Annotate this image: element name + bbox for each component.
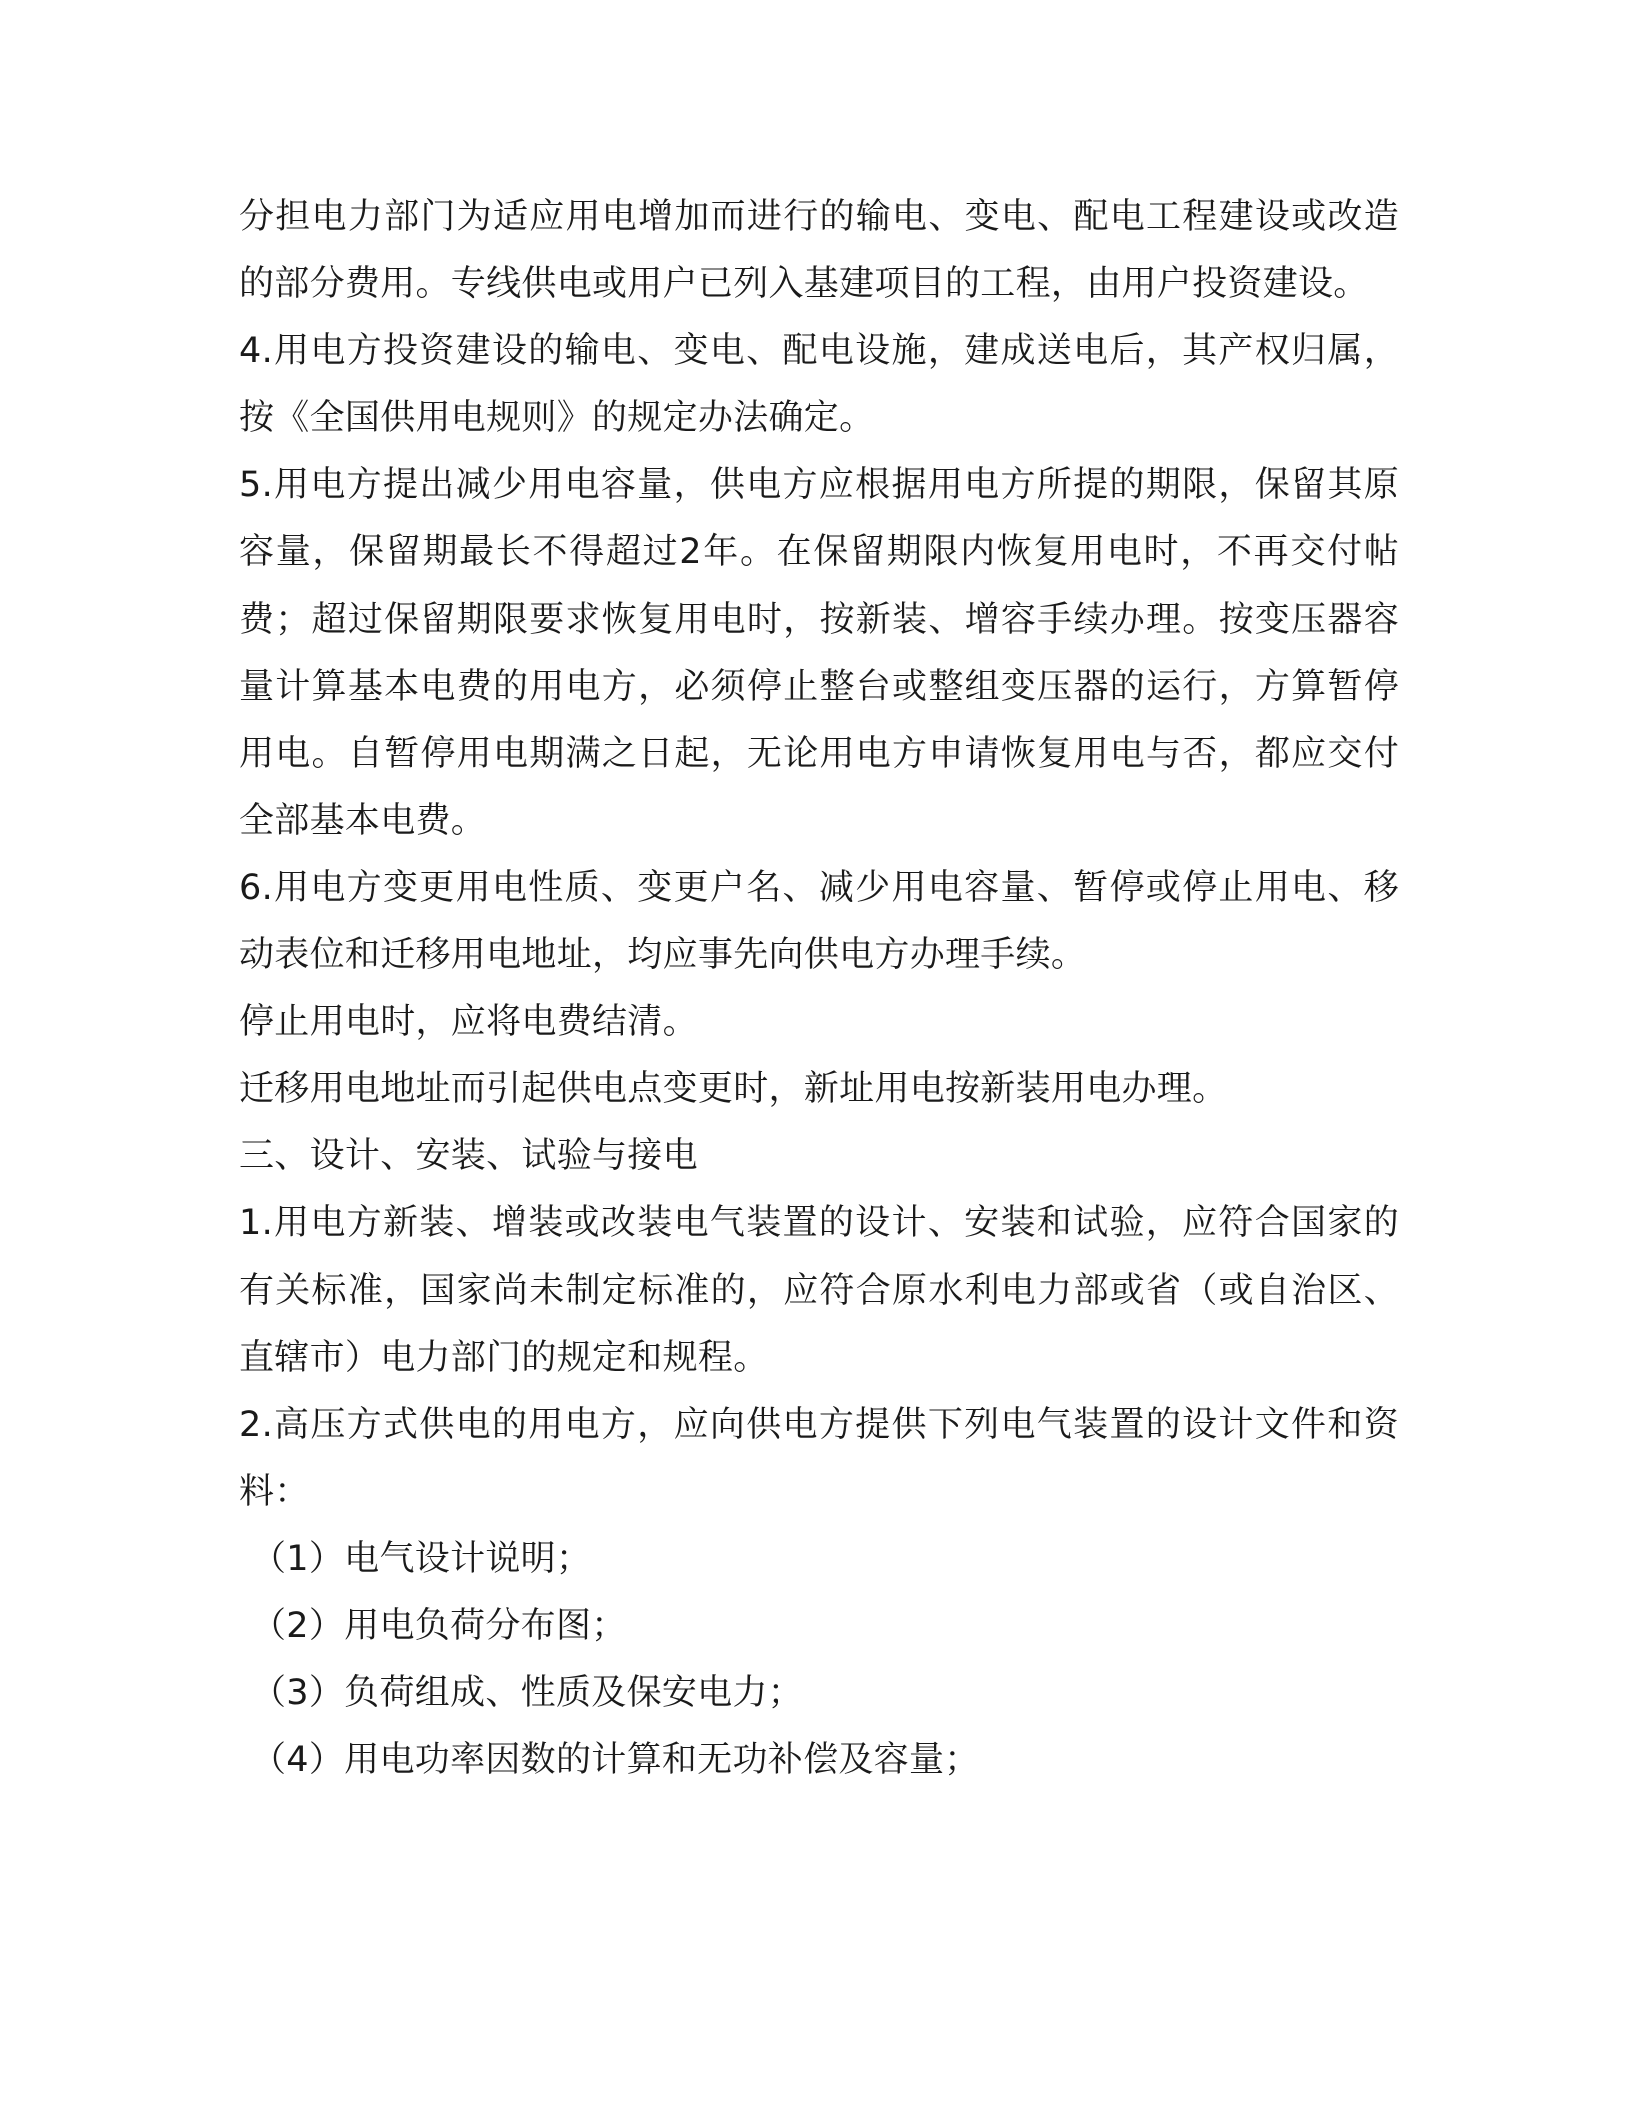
paragraph-stop-usage: 停止用电时，应将电费结清。 <box>239 1002 698 1043</box>
paragraph-section-3-item-2: 2.高压方式供电的用电方，应向供电方提供下列电气装置的设计文件和资料： <box>239 1404 1399 1512</box>
paragraph-fee-sharing: 分担电力部门为适应用电增加而进行的输电、变电、配电工程建设或改造的部分费用。专线供电或用户已列入基建项目的工程，由用户投资建设。 <box>239 197 1399 305</box>
list-item: （2）用电负荷分布图； <box>251 1605 627 1646</box>
paragraph-section-3-item-1: 1.用电方新装、增装或改装电气装置的设计、安装和试验，应符合国家的有关标准，国家尚未制定标准的，应符合原水利电力部或省（或自治区、直辖市）电力部门的规定和规程。 <box>239 1203 1399 1378</box>
paragraph-item-6: 6.用电方变更用电性质、变更户名、减少用电容量、暂停或停止用电、移动表位和迁移用电地址，均应事先向供电方办理手续。 <box>239 867 1399 976</box>
list-item: （4）用电功率因数的计算和无功补偿及容量； <box>251 1740 980 1781</box>
document-body <box>239 184 1399 1794</box>
paragraph-item-4: 4.用电方投资建设的输电、变电、配电设施，建成送电后，其产权归属，按《全国供用电规则》的规定办法确定。 <box>239 331 1399 439</box>
paragraph-relocation: 迁移用电地址而引起供电点变更时，新址用电按新装用电办理。 <box>239 1069 1228 1110</box>
list-item: （3）负荷组成、性质及保安电力； <box>251 1673 804 1714</box>
paragraph-item-5: 5.用电方提出减少用电容量，供电方应根据用电方所提的期限，保留其原容量，保留期最长不得超过2年。在保留期限内恢复用电时，不再交付帖费；超过保留期限要求恢复用电时，按新装、增容手续办理。按变压器容量计算基本电费的用电方，必须停止整台或整组变压器的运行，方算暂停用电。自暂停用电期满之日起，无论用电方申请恢复用电与否，都应交付全部基本电费。 <box>239 465 1399 841</box>
section-heading-3: 三、设计、安装、试验与接电 <box>239 1136 698 1177</box>
list-item: （1）电气设计说明； <box>251 1538 592 1579</box>
